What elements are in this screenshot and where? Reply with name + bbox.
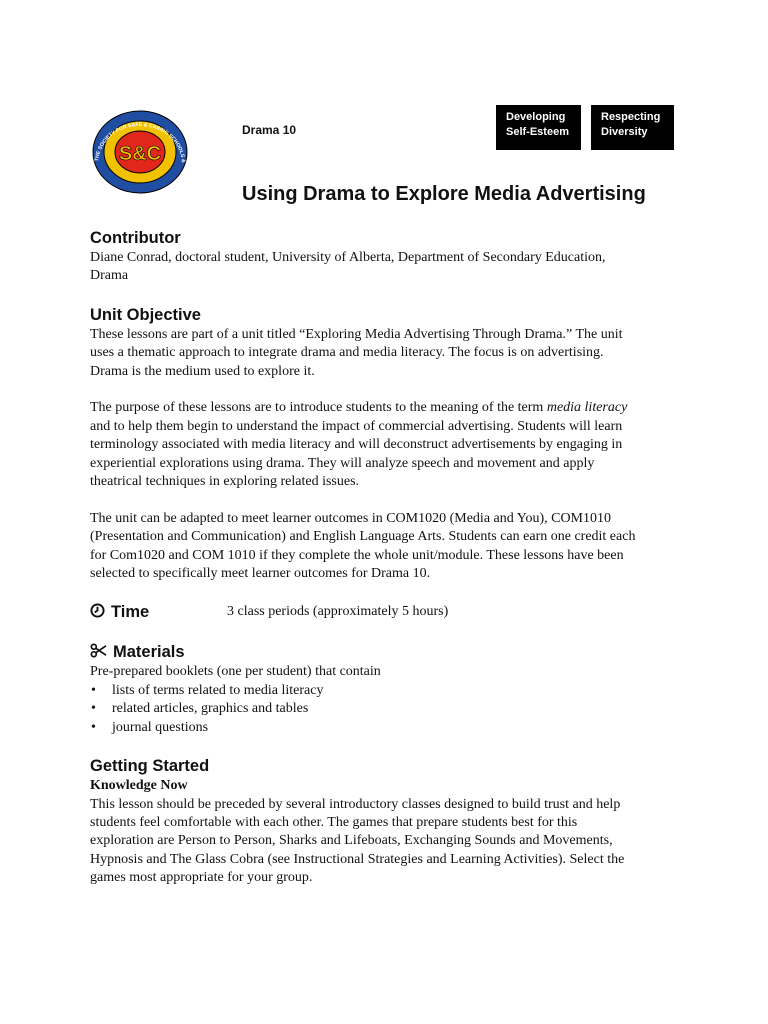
list-item-text: related articles, graphics and tables <box>112 701 309 717</box>
contributor-heading: Contributor <box>90 229 181 247</box>
text-line: These lessons are part of a unit titled “Exploring Media Advertising Through Drama.” The unit <box>90 326 623 342</box>
unit-objective-heading: Unit Objective <box>90 305 201 324</box>
tag-line: Diversity <box>601 126 648 138</box>
text-line: exploration are Person to Person, Sharks and Lifeboats, Exchanging Sounds and Movements, <box>90 833 613 849</box>
text-line: experiential explorations using drama. They will analyze speech and movement and apply <box>90 455 595 471</box>
tag-line: Developing <box>506 111 566 123</box>
text-line: games most appropriate for your group. <box>90 870 313 886</box>
text-line: The unit can be adapted to meet learner outcomes in COM1020 (Media and You), COM1010 <box>90 510 612 526</box>
objective-paragraph-1 <box>90 326 682 381</box>
materials-heading-group <box>90 641 682 663</box>
document-body <box>90 227 682 888</box>
time-value: 3 class periods (approximately 5 hours) <box>227 604 449 620</box>
text-line: Drama is the medium used to explore it. <box>90 363 315 379</box>
text-line: theatrical techniques in exploring related issues. <box>90 474 360 490</box>
text-line: This lesson should be preceded by several introductory classes designed to build trust and help <box>90 796 621 812</box>
text-line: Hypnosis and The Glass Cobra (see Instructional Strategies and Learning Activities). Select the <box>90 851 625 867</box>
text-line: and to help them begin to understand the impact of commercial advertising. Students will learn <box>90 418 623 434</box>
list-item-text: lists of terms related to media literacy <box>112 682 324 698</box>
text-line: uses a thematic approach to integrate drama and media literacy. The focus is on advertising. <box>90 345 604 361</box>
tag-developing-self-esteem <box>496 105 581 150</box>
knowledge-now-subheading: Knowledge Now <box>90 778 188 794</box>
materials-list <box>90 682 682 737</box>
tag-line: Respecting <box>601 111 661 123</box>
society-logo <box>84 106 196 198</box>
list-item: • lists of terms related to media literacy <box>91 682 324 698</box>
course-label: Drama 10 <box>242 123 297 137</box>
logo-ring-text: THE SOCIETY FOR SAFE & CARING SCHOOLS & <box>94 121 187 164</box>
tag-respecting-diversity <box>591 105 674 150</box>
text-line: students feel comfortable with each other. The games that prepare students best for this <box>90 814 578 830</box>
media-literacy-term: media literacy <box>546 400 628 416</box>
materials-intro: Pre-prepared booklets (one per student) that contain <box>90 664 381 680</box>
text-line: terminology associated with media literacy and will deconstruct advertisements by engaging in <box>90 437 623 453</box>
contributor-text <box>90 249 682 286</box>
getting-started-heading: Getting Started <box>90 757 210 776</box>
logo-monogram: S&C <box>118 143 162 165</box>
text-line: for Com1020 and COM 1010 if they complete the whole unit/module. These lessons have been <box>90 547 624 563</box>
page-title: Using Drama to Explore Media Advertising <box>242 183 646 205</box>
list-item-text: journal questions <box>112 719 209 735</box>
scissors-icon <box>90 643 107 662</box>
text-line: (Presentation and Communication) and English Language Arts. Students can earn one credit each <box>90 529 636 545</box>
objective-paragraph-3 <box>90 510 682 584</box>
contributor-line: Drama <box>90 268 129 284</box>
tag-line: Self-Esteem <box>506 126 569 138</box>
objective-paragraph-2 <box>90 399 682 491</box>
society-logo-graphic <box>84 106 196 198</box>
list-item: • journal questions <box>91 719 209 735</box>
text-line: selected to specifically meet learner outcomes for Drama 10. <box>90 566 431 582</box>
time-heading: Time <box>111 603 150 622</box>
list-item: • related articles, graphics and tables <box>91 701 309 717</box>
time-row <box>90 601 682 623</box>
contributor-line: Diane Conrad, doctoral student, University of Alberta, Department of Secondary Education, <box>90 250 606 265</box>
text-line: The purpose of these lessons are to introduce students to the meaning of the term <box>90 400 547 416</box>
time-heading-group <box>90 601 227 623</box>
getting-started-paragraph <box>90 796 682 888</box>
clock-icon <box>90 603 105 622</box>
materials-heading: Materials <box>113 643 185 662</box>
